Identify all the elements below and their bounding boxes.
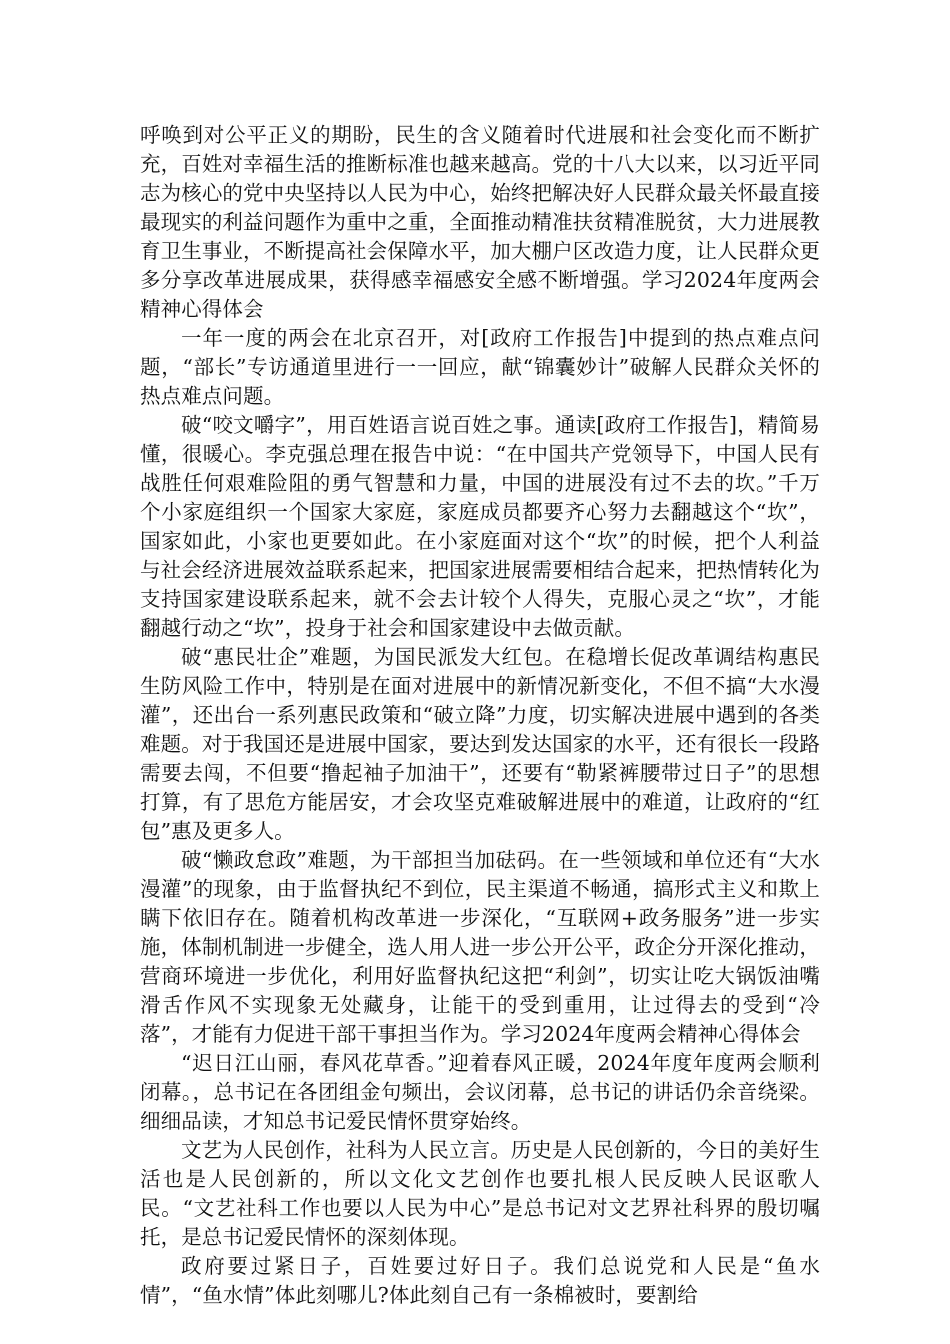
paragraph-4: 破“惠民壮企”难题，为国民派发大红包。在稳增长促改革调结构惠民生防风险工作中，特别是在面对进展中的新情况新变化，不但不搞“大水漫灌”，还出台一系列惠民政策和“破立降”力度，切实解决进展中遇到的各类难题。对于我国还是进展中国家，要达到发达国家的水平，还有很长一段路需要去闯，不但要“撸起袖子加油干”，还要有“勒紧裤腰带过日子”的思想打算，有了思危方能居安，才会攻坚克难破解进展中的难道，让政府的“红包”惠及更多人。 bbox=[140, 645, 820, 843]
paragraph-1: 呼唤到对公平正义的期盼，民生的含义随着时代进展和社会变化而不断扩充，百姓对幸福生活的推断标准也越来越高。党的十八大以来，以习近平同志为核心的党中央坚持以人民为中心，始终把解决好人民群众最关怀最直接最现实的利益问题作为重中之重，全面推动精准扶贫精准脱贫，大力进展教育卫生事业，不断提高社会保障水平，加大棚户区改造力度，让人民群众更多分享改革进展成果，获得感幸福感安全感不断增强。学习2024年度两会精神心得体会 bbox=[140, 123, 820, 321]
paragraph-8: 政府要过紧日子，百姓要过好日子。我们总说党和人民是“鱼水情”，“鱼水情”体此刻哪儿?体此刻自己有一条棉被时，要割给 bbox=[140, 1254, 820, 1307]
paragraph-2: 一年一度的两会在北京召开，对[政府工作报告]中提到的热点难点问题，“部长”专访通道里进行一一回应，献“锦囊妙计”破解人民群众关怀的热点难点问题。 bbox=[140, 326, 820, 408]
paragraph-6: “迟日江山丽，春风花草香。”迎着春风正暖，2024年度年度两会顺利闭幕。，总书记在各团组金句频出，会议闭幕，总书记的讲话仍余音绕梁。细细品读，才知总书记爱民情怀贯穿始终。 bbox=[140, 1051, 820, 1133]
paragraph-5: 破“懒政怠政”难题，为干部担当加砝码。在一些领域和单位还有“大水漫灌”的现象，由于监督执纪不到位，民主渠道不畅通，搞形式主义和欺上瞒下依旧存在。随着机构改革进一步深化，“互联网+政务服务”进一步实施，体制机制进一步健全，选人用人进一步公开公平，政企分开深化推动，营商环境进一步优化，利用好监督执纪这把“利剑”，切实让吃大锅饭油嘴滑舌作风不实现象无处藏身，让能干的受到重用，让过得去的受到“冷落”，才能有力促进干部干事担当作为。学习2024年度两会精神心得体会 bbox=[140, 848, 820, 1046]
paragraph-7: 文艺为人民创作，社科为人民立言。历史是人民创新的，今日的美好生活也是人民创新的，所以文化文艺创作也要扎根人民反映人民讴歌人民。“文艺社科工作也要以人民为中心”是总书记对文艺界社科界的殷切嘱托，是总书记爱民情怀的深刻体现。 bbox=[140, 1138, 820, 1249]
document-page bbox=[140, 121, 820, 1310]
paragraph-3: 破“咬文嚼字”，用百姓语言说百姓之事。通读[政府工作报告]，精简易懂，很暖心。李克强总理在报告中说：“在中国共产党领导下，中国人民有战胜任何艰难险阻的勇气智慧和力量，中国的进展没有过不去的坎。”千万个小家庭组织一个国家大家庭，家庭成员都要齐心努力去翻越这个“坎”，国家如此，小家也更要如此。在小家庭面对这个“坎”的时候，把个人利益与社会经济进展效益联系起来，把国家进展需要相结合起来，把热情转化为支持国家建设联系起来，就不会去计较个人得失，克服心灵之“坎”，才能翻越行动之“坎”，投身于社会和国家建设中去做贡献。 bbox=[140, 413, 820, 640]
